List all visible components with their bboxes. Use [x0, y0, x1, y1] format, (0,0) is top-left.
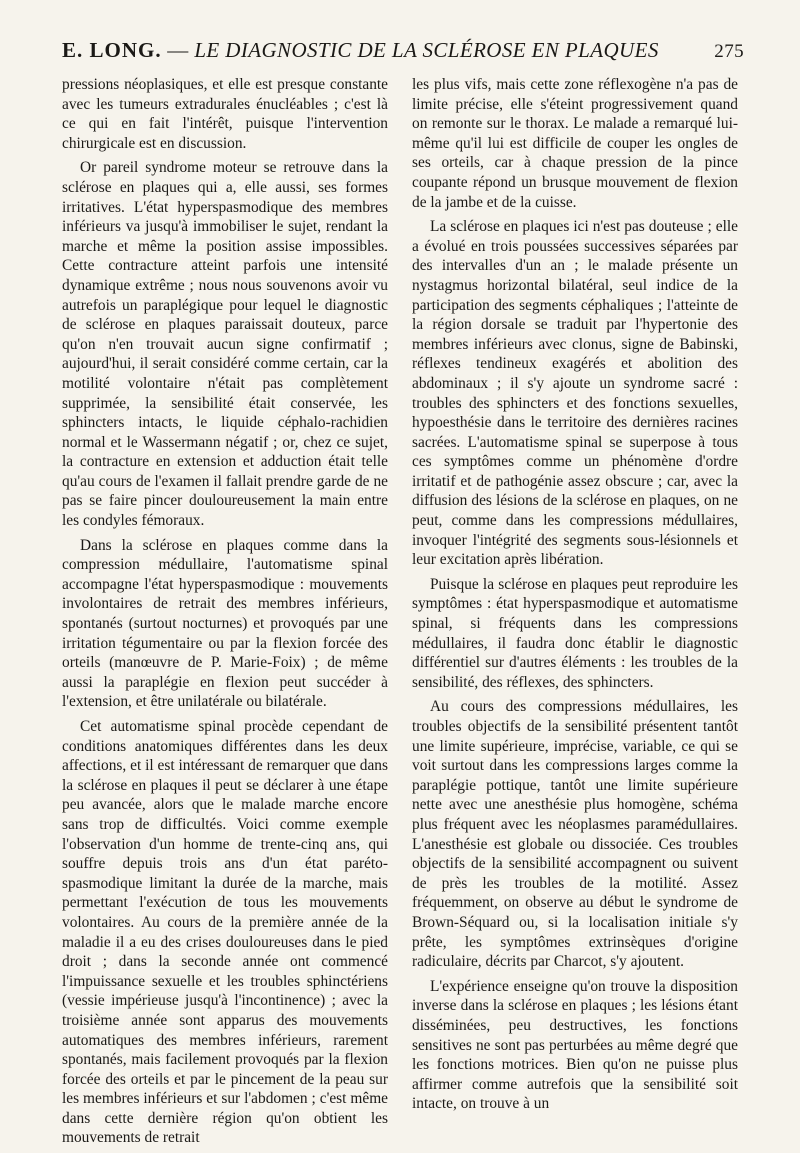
article-title: LE DIAGNOSTIC DE LA SCLÉROSE EN PLAQUES [194, 38, 659, 62]
paragraph: Or pareil syndrome moteur se retrouve dans la sclérose en plaques qui a, elle aussi, ses formes irritatives. L'état hyperspasmodique des membres inférieurs va jusqu'à immobiliser le sujet, rendant la marche et même la position assise impossibles. Cette contracture atteint parfois une intensité dynamique extrême ; nous nous souvenons avoir vu autrefois un paraplégique pour lequel le diagnostic de sclérose en plaques paraissait douteux, parce qu'on n'en trouvait aucun signe confirmatif ; aujourd'hui, il serait considéré comme certain, car la motilité volontaire n'était pas complètement supprimée, la sensibilité était conservée, les sphincters intacts, le liquide céphalo-rachidien normal et le Wassermann négatif ; or, chez ce sujet, la contracture en extension et adduction était telle qu'au cours de l'examen il fallait prendre garde de ne pas se faire pincer douloureusement la main entre les condyles fémoraux. [62, 159, 388, 530]
paragraph: La sclérose en plaques ici n'est pas douteuse ; elle a évolué en trois poussées successives séparées par des intervalles d'un an ; le malade présente un nystagmus horizontal bilatéral, seul indice de la participation des segments céphaliques ; l'atteinte de la région dorsale se traduit par l'hypertonie des membres inférieurs avec clonus, signe de Babinski, réflexes tendineux exagérés et abolition des abdominaux ; il s'y ajoute un syndrome sacré : troubles des sphincters et des fonctions sexuelles, hypoesthésie dans le territoire des dernières racines sacrées. L'automatisme spinal se superpose à tous ces symptômes comme un phénomène d'ordre irritatif et de pathogénie assez obscure ; car, avec la diffusion des lésions de la sclérose en plaques, on ne peut, comme dans les compressions médullaires, invoquer l'intégrité des segments sous-lésionnels et leur excitation après libération. [412, 218, 738, 569]
author-name: E. LONG. [62, 38, 162, 62]
paragraph: Au cours des compressions médullaires, les troubles objectifs de la sensibilité présentent tantôt une limite supérieure, imprécise, variable, ce qui se voit surtout dans les compressions larges comme la paraplégie pottique, tantôt une limite supérieure nette avec une anesthésie plus homogène, schéma plus fréquent avec les néoplasmes paramédullaires. L'anesthésie est globale ou dissociée. Ces troubles objectifs de la sensibilité accompagnent ou suivent de près les troubles de la motilité. Assez fréquemment, on observe au début le syndrome de Brown-Séquard ou, si la localisation initiale s'y prête, les symptômes extrinsèques d'origine radiculaire, décrits par Charcot, s'y ajoutent. [412, 698, 738, 971]
paragraph: les plus vifs, mais cette zone réflexogène n'a pas de limite précise, elle s'éteint progressivement quand on remonte sur le thorax. Le malade a remarqué lui-même qu'il lui est difficile de couper les ongles de ses orteils, car à chaque pression de la pince coupante répond un brusque mouvement de flexion de la jambe et de la cuisse. [412, 76, 738, 211]
paragraph: pressions néoplasiques, et elle est presque constante avec les tumeurs extradurales énucléables ; c'est là ce qui en fait l'intérêt, puisque l'intervention chirurgicale est en discussion. [62, 76, 388, 152]
page-number: 275 [714, 41, 744, 62]
running-title [62, 38, 659, 63]
running-header [62, 38, 744, 63]
paragraph: Dans la sclérose en plaques comme dans la compression médullaire, l'automatisme spinal accompagne l'état hyperspasmodique : mouvements involontaires de retrait des membres inférieurs, spontanés (surtout nocturnes) et provoqués par une irritation tégumentaire ou par la flexion forcée des orteils (manœuvre de P. Marie-Foix) ; de même aussi la paraplégie en flexion peut succéder à l'extension, et être unilatérale ou bilatérale. [62, 536, 388, 711]
paragraph: L'expérience enseigne qu'on trouve la disposition inverse dans la sclérose en plaques ; les lésions étant disséminées, peu destructives, les fonctions sensitives ne sont pas perturbées au même degré que les fonctions motrices. Bien qu'on ne puisse plus affirmer comme autrefois que la sensibilité soit intacte, on trouve à un [412, 977, 738, 1113]
paragraph: Puisque la sclérose en plaques peut reproduire les symptômes : état hyperspasmodique et automatisme spinal, si fréquents dans les compressions médullaires, il faudra donc établir le diagnostic différentiel sur d'autres éléments : les troubles de la sensibilité, des réflexes, des sphincters. [412, 575, 738, 691]
right-column [412, 75, 738, 1119]
paragraph: Cet automatisme spinal procède cependant de conditions anatomiques différentes dans les deux affections, et il est intéressant de remarquer que dans la sclérose en plaques il peut se déclarer à une étape peu avancée, alors que le malade marche encore sans trop de difficultés. Voici comme exemple l'observation d'un homme de trente-cinq ans, qui souffre depuis trois ans d'un état paréto-spasmodique limitant la durée de la marche, mais permettant l'exécution de tous les mouvements volontaires. Au cours de la première année de la maladie il a eu des crises douloureuses dans le pied droit ; dans la seconde année ont commencé l'impuissance sexuelle et les troubles sphinctériens (vessie impérieuse jusqu'à l'incontinence) ; avec la troisième année sont apparus des mouvements automatiques des membres inférieurs, rarement spontanés, mais facilement provoqués par la flexion forcée des orteils et par le pincement de la peau sur les membres inférieurs et sur l'abdomen ; c'est même dans cette dernière région qu'on obtient les mouvements de retrait [62, 718, 388, 1147]
left-column [62, 75, 388, 1153]
header-separator: — [167, 38, 189, 62]
